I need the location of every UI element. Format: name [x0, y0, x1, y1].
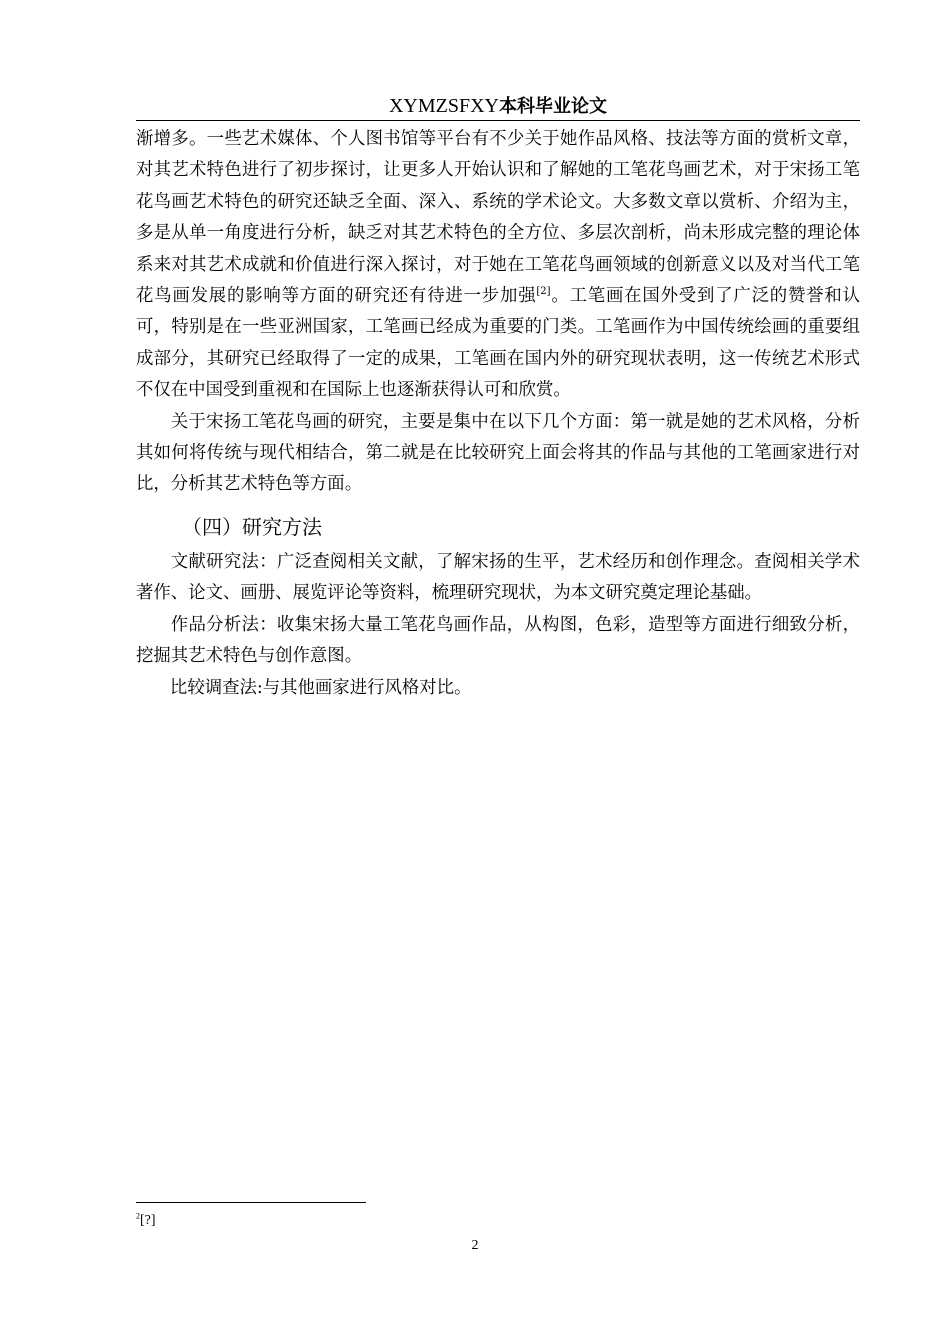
- page-header: [136, 92, 860, 121]
- body-text: [136, 124, 860, 704]
- footnote-marker: 2: [136, 1211, 140, 1221]
- section-heading: （四）研究方法: [182, 514, 322, 539]
- paragraph-research-status: [136, 124, 860, 407]
- footnote-divider: [136, 1202, 366, 1203]
- footnote-text: [?]: [140, 1213, 156, 1228]
- page-number: 2: [471, 1238, 479, 1253]
- paragraph-text: 。工笔画在国外受到了广泛的赞誉和认可，特别是在一些亚洲国家，工笔画已经成为重要的门类。工笔画作为中国传统绘画的重要组成部分，其研究已经取得了一定的成果，工笔画在国内外的研究现状表明，这一传统艺术形式不仅在中国受到重视和在国际上也逐渐获得认可和欣赏。: [136, 286, 860, 401]
- paragraph-text: 渐增多。一些艺术媒体、个人图书馆等平台有不少关于她作品风格、技法等方面的赏析文章，对其艺术特色进行了初步探讨，让更多人开始认识和了解她的工笔花鸟画艺术，对于宋扬工笔花鸟画艺术特色的研究还缺乏全面、深入、系统的学术论文。大多数文章以赏析、介绍为主，多是从单一角度进行分析，缺乏对其艺术特色的全方位、多层次剖析，尚未形成完整的理论体系来对其艺术成就和价值进行深入探讨，对于她在工笔花鸟画领域的创新意义以及对当代工笔花鸟画发展的影响等方面的研究还有待进一步加强: [136, 129, 860, 307]
- paragraph-comparison-method: 比较调查法:与其他画家进行风格对比。: [169, 677, 472, 698]
- paragraph-analysis-method: 作品分析法：收集宋扬大量工笔花鸟画作品，从构图，色彩，造型等方面进行细致分析，挖掘其艺术特色与创作意图。: [136, 614, 860, 667]
- paragraph-research-focus: 关于宋扬工笔花鸟画的研究，主要是集中在以下几个方面：第一就是她的艺术风格，分析其如何将传统与现代相结合，第二就是在比较研究上面会将其的作品与其他的工笔画家进行对比，分析其艺术特色等方面。: [136, 411, 860, 495]
- header-school: XYMZSFXY: [388, 95, 500, 117]
- citation-marker: [2]: [536, 286, 551, 298]
- footnote: [136, 1212, 156, 1230]
- paragraph-literature-method: 文献研究法：广泛查阅相关文献，了解宋扬的生平，艺术经历和创作理念。查阅相关学术著作、论文、画册、展览评论等资料，梳理研究现状，为本文研究奠定理论基础。: [136, 551, 860, 604]
- header-title: 本科毕业论文: [499, 96, 608, 117]
